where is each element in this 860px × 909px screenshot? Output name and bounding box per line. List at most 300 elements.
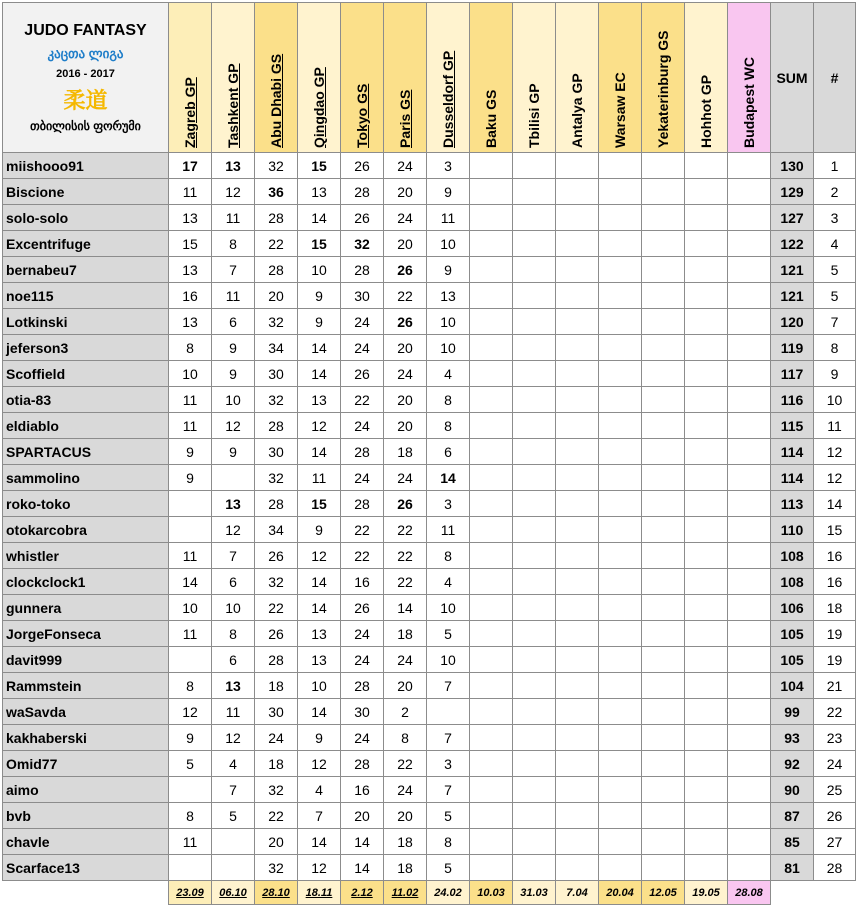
score-cell [556,413,599,439]
player-name: Lotkinski [3,309,169,335]
sum-cell: 105 [771,647,814,673]
column-header-label: Tbilisi GP [526,83,542,148]
score-cell [599,673,642,699]
player-name: whistler [3,543,169,569]
score-cell: 32 [255,569,298,595]
table-row [3,283,856,309]
score-cell: 20 [384,413,427,439]
rank-cell: 5 [814,283,856,309]
score-cell: 26 [255,621,298,647]
column-header-abu-dhabi-gs [255,3,298,153]
standings-table [2,2,856,905]
score-cell: 10 [427,335,470,361]
score-cell: 5 [427,855,470,881]
score-cell [642,153,685,179]
table-row [3,439,856,465]
score-cell: 2 [384,699,427,725]
score-cell [728,725,771,751]
score-cell [599,257,642,283]
rank-cell: 5 [814,257,856,283]
score-cell: 12 [169,699,212,725]
score-cell [599,413,642,439]
column-header-label: Baku GS [483,89,499,148]
score-cell: 20 [341,803,384,829]
score-cell [169,647,212,673]
score-cell [728,517,771,543]
event-date: 19.05 [685,881,728,905]
score-cell [599,543,642,569]
score-cell [728,491,771,517]
player-name: Scarface13 [3,855,169,881]
column-header-label: Qingdao GP [311,67,327,148]
score-cell: 5 [212,803,255,829]
column-header-warsaw-ec [599,3,642,153]
score-cell [556,569,599,595]
score-cell: 8 [427,829,470,855]
score-cell [685,257,728,283]
score-cell [470,283,513,309]
table-row [3,855,856,881]
table-row [3,153,856,179]
score-cell [728,569,771,595]
score-cell [212,465,255,491]
score-cell [513,205,556,231]
score-cell [470,309,513,335]
score-cell: 14 [298,205,341,231]
score-cell: 14 [341,829,384,855]
score-cell [685,205,728,231]
score-cell: 28 [341,673,384,699]
player-name: chavle [3,829,169,855]
score-cell: 9 [212,439,255,465]
sum-cell: 81 [771,855,814,881]
score-cell [470,803,513,829]
score-cell: 11 [169,621,212,647]
table-row [3,543,856,569]
score-cell: 10 [169,361,212,387]
score-cell [470,205,513,231]
score-cell: 12 [212,413,255,439]
score-cell: 36 [255,179,298,205]
score-cell: 13 [298,647,341,673]
score-cell: 16 [341,777,384,803]
event-date: 28.10 [255,881,298,905]
event-date: 06.10 [212,881,255,905]
score-cell: 28 [255,257,298,283]
sum-cell: 121 [771,257,814,283]
score-cell: 22 [255,803,298,829]
player-name: Scoffield [3,361,169,387]
score-cell [642,751,685,777]
score-cell [728,595,771,621]
score-cell: 11 [212,699,255,725]
score-cell [513,231,556,257]
score-cell [642,543,685,569]
score-cell: 11 [212,283,255,309]
score-cell [470,725,513,751]
score-cell [685,231,728,257]
score-cell: 14 [298,569,341,595]
event-date: 7.04 [556,881,599,905]
score-cell: 26 [255,543,298,569]
score-cell: 6 [212,569,255,595]
score-cell: 26 [384,491,427,517]
score-cell [556,335,599,361]
rank-cell: 8 [814,335,856,361]
score-cell [599,231,642,257]
score-cell [728,361,771,387]
score-cell [685,153,728,179]
score-cell: 14 [298,829,341,855]
score-cell: 8 [212,621,255,647]
score-cell [728,699,771,725]
score-cell [470,595,513,621]
score-cell [599,283,642,309]
score-cell [685,465,728,491]
score-cell: 13 [169,309,212,335]
score-cell: 11 [427,205,470,231]
score-cell: 6 [212,647,255,673]
score-cell: 20 [384,179,427,205]
score-cell: 12 [212,725,255,751]
score-cell [470,491,513,517]
score-cell: 20 [384,335,427,361]
score-cell [556,257,599,283]
score-cell [556,205,599,231]
score-cell: 28 [255,491,298,517]
score-cell: 5 [427,621,470,647]
score-cell: 28 [255,205,298,231]
score-cell: 14 [341,855,384,881]
sum-cell: 113 [771,491,814,517]
score-cell [685,673,728,699]
score-cell [513,647,556,673]
score-cell [556,751,599,777]
table-row [3,231,856,257]
score-cell [556,517,599,543]
event-date: 11.02 [384,881,427,905]
event-date: 18.11 [298,881,341,905]
score-cell: 4 [212,751,255,777]
score-cell: 13 [298,179,341,205]
score-cell [556,361,599,387]
score-cell [685,803,728,829]
score-cell [599,777,642,803]
score-cell [556,283,599,309]
score-cell [556,673,599,699]
sum-cell: 120 [771,309,814,335]
event-date: 23.09 [169,881,212,905]
score-cell: 22 [255,231,298,257]
score-cell: 20 [384,803,427,829]
score-cell [599,855,642,881]
score-cell: 7 [427,725,470,751]
score-cell: 13 [212,491,255,517]
score-cell [642,517,685,543]
score-cell: 18 [384,829,427,855]
score-cell [728,803,771,829]
score-cell: 10 [298,257,341,283]
score-cell [556,595,599,621]
score-cell: 34 [255,335,298,361]
rank-cell: 27 [814,829,856,855]
column-header-label: Budapest WC [741,57,757,148]
score-cell [728,257,771,283]
score-cell: 8 [427,543,470,569]
sum-cell: 85 [771,829,814,855]
score-cell: 22 [384,543,427,569]
score-cell [470,335,513,361]
score-cell: 26 [341,595,384,621]
score-cell: 7 [427,673,470,699]
header-row [3,3,856,153]
column-header-yekaterinburg-gs [642,3,685,153]
sum-cell: 99 [771,699,814,725]
column-header-label: Zagreb GP [182,77,198,148]
score-cell: 9 [298,725,341,751]
score-cell [513,569,556,595]
column-header-label: Hohhot GP [698,74,714,148]
score-cell: 5 [169,751,212,777]
score-cell: 20 [384,673,427,699]
score-cell [513,465,556,491]
score-cell: 20 [384,231,427,257]
score-cell: 13 [169,257,212,283]
player-name: Biscione [3,179,169,205]
score-cell: 18 [255,673,298,699]
score-cell [642,647,685,673]
score-cell: 18 [255,751,298,777]
score-cell [470,439,513,465]
score-cell: 28 [341,179,384,205]
score-cell [470,777,513,803]
score-cell [642,309,685,335]
column-header-label: Warsaw EC [612,72,628,148]
score-cell [599,491,642,517]
score-cell [513,699,556,725]
score-cell [513,335,556,361]
event-date: 20.04 [599,881,642,905]
player-name: kakhaberski [3,725,169,751]
rank-cell: 12 [814,439,856,465]
score-cell: 24 [384,205,427,231]
score-cell [556,439,599,465]
rank-cell: 12 [814,465,856,491]
table-row [3,647,856,673]
rank-cell: 15 [814,517,856,543]
score-cell [728,179,771,205]
column-header-label: Tashkent GP [225,63,241,148]
score-cell: 28 [255,413,298,439]
table-body [3,153,856,905]
rank-cell: 18 [814,595,856,621]
score-cell [599,699,642,725]
score-cell: 24 [341,647,384,673]
score-cell: 9 [169,725,212,751]
score-cell [685,725,728,751]
score-cell [642,361,685,387]
table-row [3,335,856,361]
score-cell [513,673,556,699]
score-cell [642,699,685,725]
score-cell [556,465,599,491]
score-cell [642,829,685,855]
column-header-dusseldorf-gp [427,3,470,153]
score-cell: 10 [427,647,470,673]
score-cell: 26 [341,361,384,387]
score-cell: 22 [384,569,427,595]
score-cell [642,569,685,595]
score-cell [513,517,556,543]
column-header-qingdao-gp [298,3,341,153]
table-row [3,361,856,387]
score-cell: 22 [384,517,427,543]
player-name: otokarcobra [3,517,169,543]
table-row [3,387,856,413]
rank-cell: 25 [814,777,856,803]
score-cell [685,621,728,647]
rank-cell: 16 [814,543,856,569]
score-cell: 9 [427,257,470,283]
column-header-label: Antalya GP [569,73,585,148]
score-cell [556,829,599,855]
score-cell: 3 [427,153,470,179]
score-cell [599,621,642,647]
sum-cell: 127 [771,205,814,231]
score-cell: 24 [341,335,384,361]
score-cell [685,543,728,569]
score-cell: 6 [212,309,255,335]
score-cell: 8 [427,413,470,439]
score-cell: 13 [169,205,212,231]
score-cell: 8 [169,335,212,361]
score-cell: 22 [341,517,384,543]
date-row-spacer [814,881,856,905]
column-header-tashkent-gp [212,3,255,153]
score-cell [599,205,642,231]
score-cell: 30 [255,439,298,465]
score-cell: 32 [255,153,298,179]
score-cell: 11 [169,543,212,569]
score-cell [513,491,556,517]
score-cell: 4 [298,777,341,803]
score-cell [556,647,599,673]
score-cell [599,439,642,465]
score-cell [728,751,771,777]
score-cell: 6 [427,439,470,465]
table-row [3,777,856,803]
column-header-tokyo-gs [341,3,384,153]
score-cell [728,673,771,699]
table-row [3,517,856,543]
rank-cell: 23 [814,725,856,751]
event-date: 2.12 [341,881,384,905]
date-row-spacer [3,881,169,905]
title-block [3,3,169,153]
title-main: JUDO FANTASY [24,22,147,39]
event-date: 12.05 [642,881,685,905]
table-row [3,829,856,855]
score-cell: 8 [169,673,212,699]
column-header-label: Dusseldorf GP [440,50,456,148]
table-row [3,413,856,439]
score-cell [556,179,599,205]
rank-cell: 26 [814,803,856,829]
score-cell [599,153,642,179]
table-row [3,491,856,517]
score-cell [728,153,771,179]
score-cell: 7 [212,543,255,569]
column-header-label: Yekaterinburg GS [655,30,671,148]
sum-cell: 115 [771,413,814,439]
score-cell: 12 [298,413,341,439]
score-cell [728,439,771,465]
score-cell [556,855,599,881]
score-cell [470,699,513,725]
score-cell: 9 [169,465,212,491]
score-cell [728,855,771,881]
score-cell: 7 [212,777,255,803]
score-cell [599,179,642,205]
score-cell [728,283,771,309]
score-cell [513,309,556,335]
score-cell [470,829,513,855]
score-cell [556,621,599,647]
score-cell [556,387,599,413]
score-cell [599,803,642,829]
player-name: bvb [3,803,169,829]
score-cell: 13 [298,621,341,647]
score-cell [470,673,513,699]
score-cell [728,647,771,673]
score-cell: 16 [341,569,384,595]
score-cell: 9 [212,335,255,361]
score-cell: 22 [255,595,298,621]
player-name: noe115 [3,283,169,309]
player-name: solo-solo [3,205,169,231]
score-cell: 24 [384,647,427,673]
score-cell [642,439,685,465]
score-cell [470,179,513,205]
score-cell [513,283,556,309]
column-header-tbilisi-gp [513,3,556,153]
score-cell: 14 [169,569,212,595]
sum-cell: 87 [771,803,814,829]
score-cell [470,465,513,491]
score-cell [470,231,513,257]
sum-cell: 114 [771,439,814,465]
score-cell [470,517,513,543]
score-cell [685,517,728,543]
score-cell [642,231,685,257]
rank-header: # [814,3,856,153]
table-row [3,595,856,621]
score-cell [728,543,771,569]
score-cell [642,777,685,803]
table-row [3,751,856,777]
sum-cell: 130 [771,153,814,179]
table-row [3,621,856,647]
score-cell: 11 [169,829,212,855]
score-cell [685,777,728,803]
player-name: Omid77 [3,751,169,777]
score-cell [556,231,599,257]
score-cell [556,777,599,803]
score-cell [685,751,728,777]
score-cell [513,777,556,803]
score-cell [470,387,513,413]
score-cell: 24 [384,465,427,491]
